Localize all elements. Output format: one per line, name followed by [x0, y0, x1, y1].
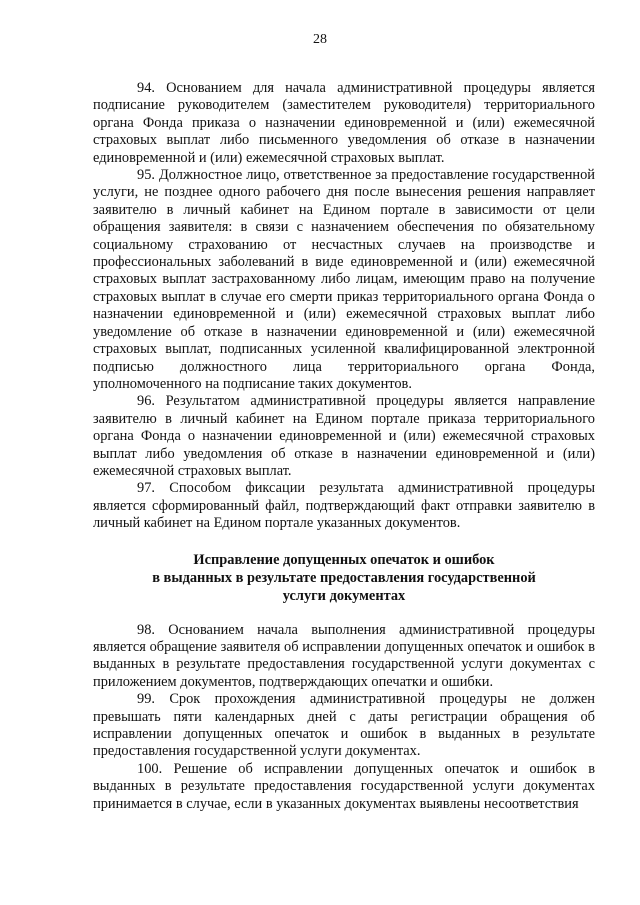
section-heading-line-3: услуги документах	[282, 587, 406, 604]
paragraph-98: 98. Основанием начала выполнения административной процедуры является обращение заявителя об исправлении допущенных опечаток и ошибок в выданных в результате предоставления государственной услуги документах с приложением документов, подтверждающих опечатки и ошибки.	[93, 621, 595, 690]
paragraph-100: 100. Решение об исправлении допущенных опечаток и ошибок в выданных в результате предоставления государственной услуги документах принимается в случае, если в указанных документах выявлены несоответствия	[93, 760, 595, 812]
page-number: 28	[313, 32, 327, 47]
paragraph-96: 96. Результатом административной процедуры является направление заявителю в личный кабинет на Едином портале приказа территориального органа Фонда о назначении единовременной и (или) ежемесячной страховых выплат либо уведомления об отказе в назначении единовременной и (или) ежемесячной страховых выплат.	[93, 393, 595, 479]
section-heading	[93, 551, 595, 605]
section-heading-line-1: Исправление допущенных опечаток и ошибок	[193, 551, 495, 568]
paragraph-95: 95. Должностное лицо, ответственное за предоставление государственной услуги, не позднее одного рабочего дня после вынесения решения направляет заявителю в личный кабинет на Едином портале в зависимости от цели обращения заявителя: в связи с назначением обеспечения по обязательному социальному страхованию от несчастных случаев на производстве и профессиональных заболеваний в виде единовременной и (или) ежемесячной страховых выплат застрахованному либо лицам, имеющим право на получение страховых выплат в случае его смерти приказ территориального органа Фонда о назначении единовременной и (или) ежемесячной страховых выплат либо уведомление об отказе в назначении единовременной и (или) ежемесячной страховых выплат, подписанных усиленной квалифицированной электронной подписью должностного лица территориального органа Фонда, уполномоченного на подписание таких документов.	[93, 167, 595, 392]
section-heading-line-2: в выданных в результате предоставления государственной	[152, 569, 536, 586]
document-body	[93, 80, 595, 813]
paragraph-97: 97. Способом фиксации результата административной процедуры является сформированный файл, подтверждающий факт отправки заявителю в личный кабинет на Едином портале указанных документов.	[93, 480, 595, 532]
paragraph-99: 99. Срок прохождения административной процедуры не должен превышать пяти календарных дней с даты регистрации обращения об исправлении допущенных опечаток и ошибок в выданных в результате предоставления государственной услуги документах.	[93, 691, 595, 760]
paragraph-94: 94. Основанием для начала административной процедуры является подписание руководителем (заместителем руководителя) территориального органа Фонда приказа о назначении единовременной и (или) ежемесячной страховых выплат либо письменного уведомления об отказе в назначении единовременной и (или) ежемесячной страховых выплат.	[93, 80, 595, 166]
